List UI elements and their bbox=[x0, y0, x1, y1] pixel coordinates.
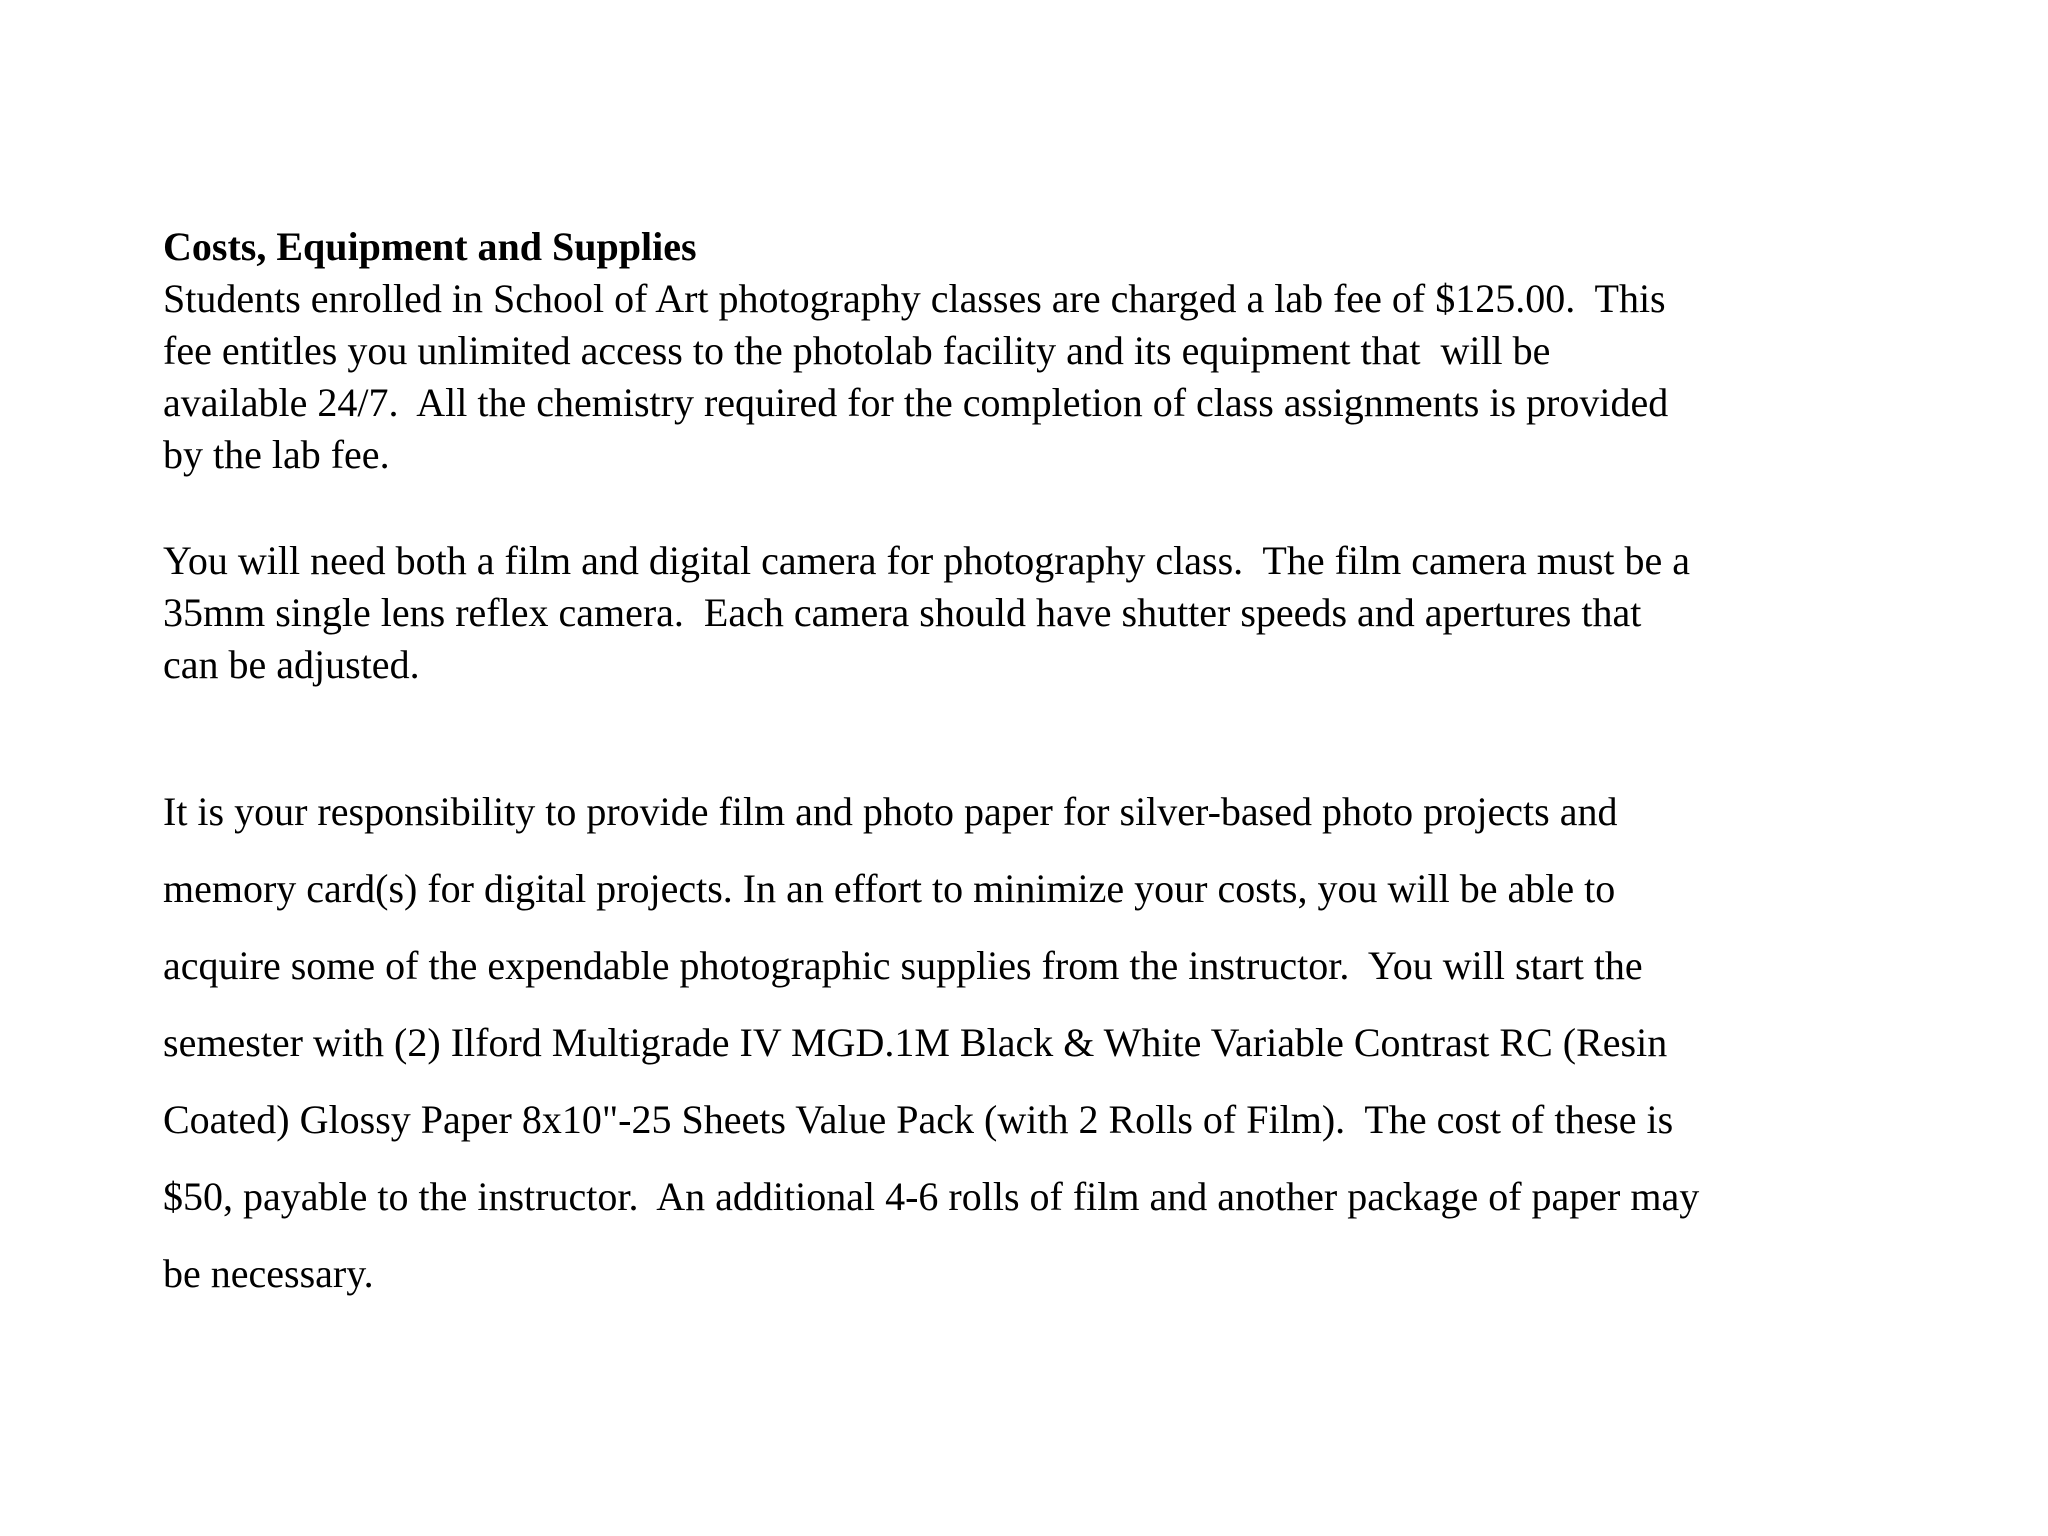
text-line: be necessary. bbox=[163, 1251, 374, 1296]
text-line: by the lab fee. bbox=[163, 432, 390, 477]
text-line: memory card(s) for digital projects. In an effort to minimize your costs, you will be able to bbox=[163, 866, 1616, 911]
text-line: Coated) Glossy Paper 8x10"-25 Sheets Value Pack (with 2 Rolls of Film). The cost of these is bbox=[163, 1097, 1674, 1142]
section-heading: Costs, Equipment and Supplies bbox=[163, 224, 697, 269]
text-line: Students enrolled in School of Art photography classes are charged a lab fee of $125.00. This bbox=[163, 276, 1666, 321]
text-line: It is your responsibility to provide film and photo paper for silver-based photo projects and bbox=[163, 789, 1618, 834]
text-line: can be adjusted. bbox=[163, 642, 420, 687]
text-line: semester with (2) Ilford Multigrade IV MGD.1M Black & White Variable Contrast RC (Resin bbox=[163, 1020, 1668, 1065]
text-line: 35mm single lens reflex camera. Each camera should have shutter speeds and apertures that bbox=[163, 590, 1642, 635]
text-line: available 24/7. All the chemistry required for the completion of class assignments is provided bbox=[163, 380, 1669, 425]
text-line: $50, payable to the instructor. An additional 4-6 rolls of film and another package of paper may bbox=[163, 1174, 1700, 1219]
text-line: fee entitles you unlimited access to the photolab facility and its equipment that will be bbox=[163, 328, 1551, 373]
text-line: You will need both a film and digital camera for photography class. The film camera must be a bbox=[163, 538, 1691, 583]
text-line: acquire some of the expendable photographic supplies from the instructor. You will start the bbox=[163, 943, 1643, 988]
